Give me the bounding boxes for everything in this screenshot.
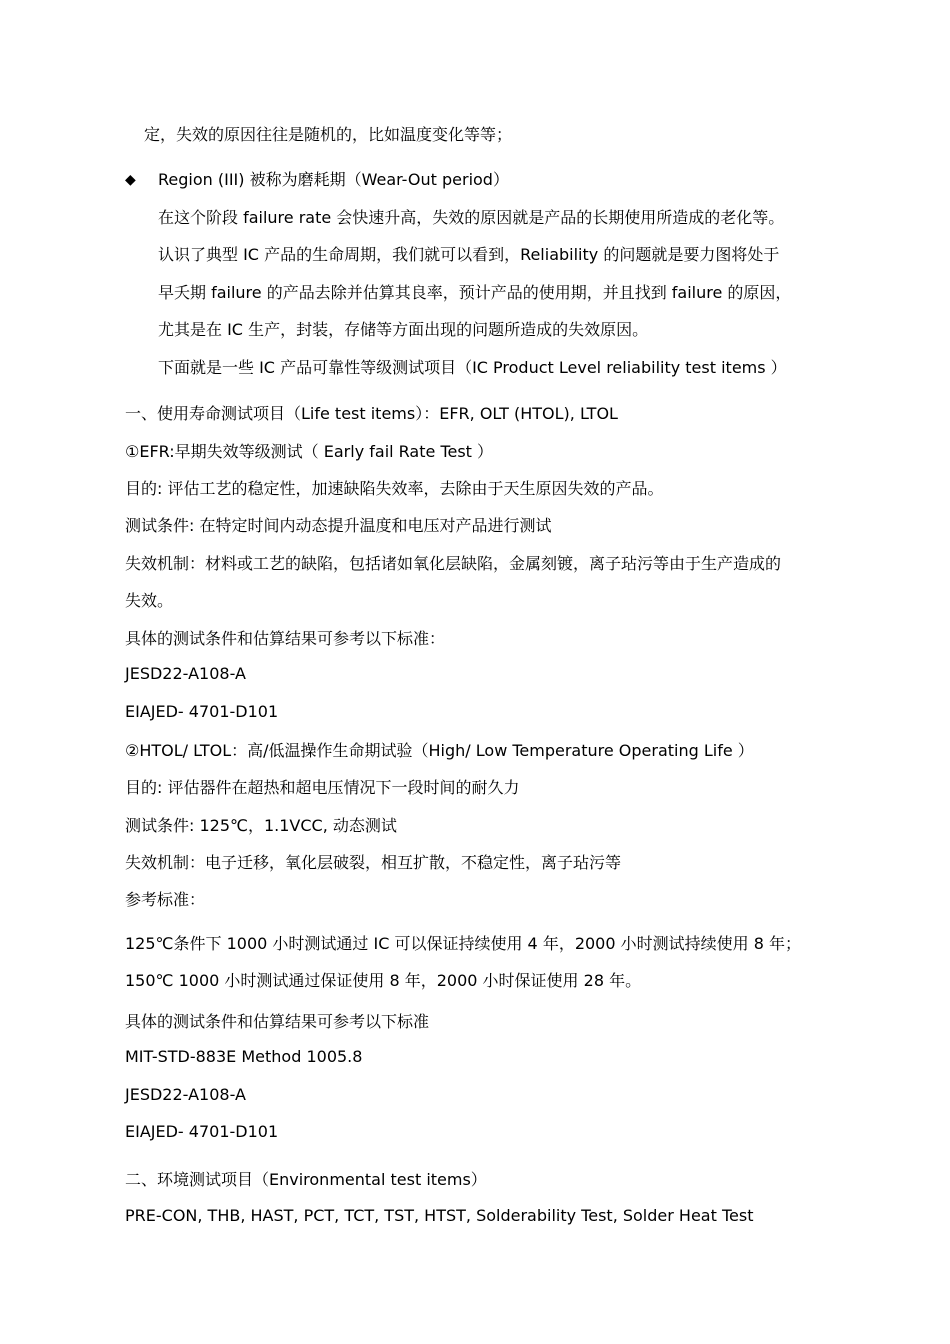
paragraph-line: PRE-CON, THB, HAST, PCT, TCT, TST, HTST, Solderability Test, Solder Heat Test xyxy=(125,1206,754,1225)
standard-reference: JESD22-A108-A xyxy=(125,1085,246,1104)
standard-reference: MIT-STD-883E Method 1005.8 xyxy=(125,1047,363,1066)
paragraph-line: 早夭期 failure 的产品去除并估算其良率，预计产品的使用期，并且找到 failure 的原因， xyxy=(158,283,792,302)
paragraph-line: 测试条件: 在特定时间内动态提升温度和电压对产品进行测试 xyxy=(125,516,552,535)
paragraph-line: 失效。 xyxy=(125,591,174,610)
paragraph-line: 在这个阶段 failure rate 会快速升高，失效的原因就是产品的长期使用所造成的老化等。 xyxy=(158,208,785,227)
paragraph-line: 具体的测试条件和估算结果可参考以下标准： xyxy=(125,629,446,648)
paragraph-line: 测试条件: 125℃，1.1VCC, 动态测试 xyxy=(125,816,397,835)
paragraph-line: 具体的测试条件和估算结果可参考以下标准 xyxy=(125,1012,430,1031)
region-iii-heading: Region (III) 被称为磨耗期（Wear-Out period） xyxy=(158,170,509,189)
paragraph-line: 125℃条件下 1000 小时测试通过 IC 可以保证持续使用 4 年，2000 小时测试持续使用 8 年； xyxy=(125,934,801,953)
standard-reference: EIAJED- 4701-D101 xyxy=(125,1122,279,1141)
paragraph-line: 失效机制：材料或工艺的缺陷，包括诸如氧化层缺陷，金属刻镀，离子玷污等由于生产造成的 xyxy=(125,554,782,573)
paragraph-line: 失效机制：电子迁移，氧化层破裂，相互扩散，不稳定性，离子玷污等 xyxy=(125,853,622,872)
paragraph-line: 目的: 评估器件在超热和超电压情况下一段时间的耐久力 xyxy=(125,778,520,797)
subsection-efr: ①EFR:早期失效等级测试（ Early fail Rate Test ） xyxy=(125,442,494,461)
paragraph-line: 参考标准： xyxy=(125,890,206,909)
section-heading-environmental-test: 二、环境测试项目（Environmental test items） xyxy=(125,1170,487,1189)
paragraph-line: 尤其是在 IC 生产，封装，存储等方面出现的问题所造成的失效原因。 xyxy=(158,320,649,339)
section-heading-life-test: 一、使用寿命测试项目（Life test items）：EFR, OLT (HTOL), LTOL xyxy=(125,404,618,423)
paragraph-line: 下面就是一些 IC 产品可靠性等级测试项目（IC Product Level reliability test items ） xyxy=(158,358,787,377)
paragraph-line: 目的: 评估工艺的稳定性，加速缺陷失效率，去除由于天生原因失效的产品。 xyxy=(125,479,664,498)
paragraph-line: 150℃ 1000 小时测试通过保证使用 8 年，2000 小时保证使用 28 年。 xyxy=(125,971,642,990)
diamond-bullet-icon: ◆ xyxy=(125,172,136,188)
subsection-htol-ltol: ②HTOL/ LTOL：高/低温操作生命期试验（High/ Low Temperature Operating Life ） xyxy=(125,741,754,760)
standard-reference: EIAJED- 4701-D101 xyxy=(125,702,279,721)
paragraph-line: 认识了典型 IC 产品的生命周期，我们就可以看到，Reliability 的问题就是要力图将处于 xyxy=(158,245,780,264)
paragraph-line: 定，失效的原因往往是随机的，比如温度变化等等； xyxy=(144,125,513,144)
standard-reference: JESD22-A108-A xyxy=(125,664,246,683)
